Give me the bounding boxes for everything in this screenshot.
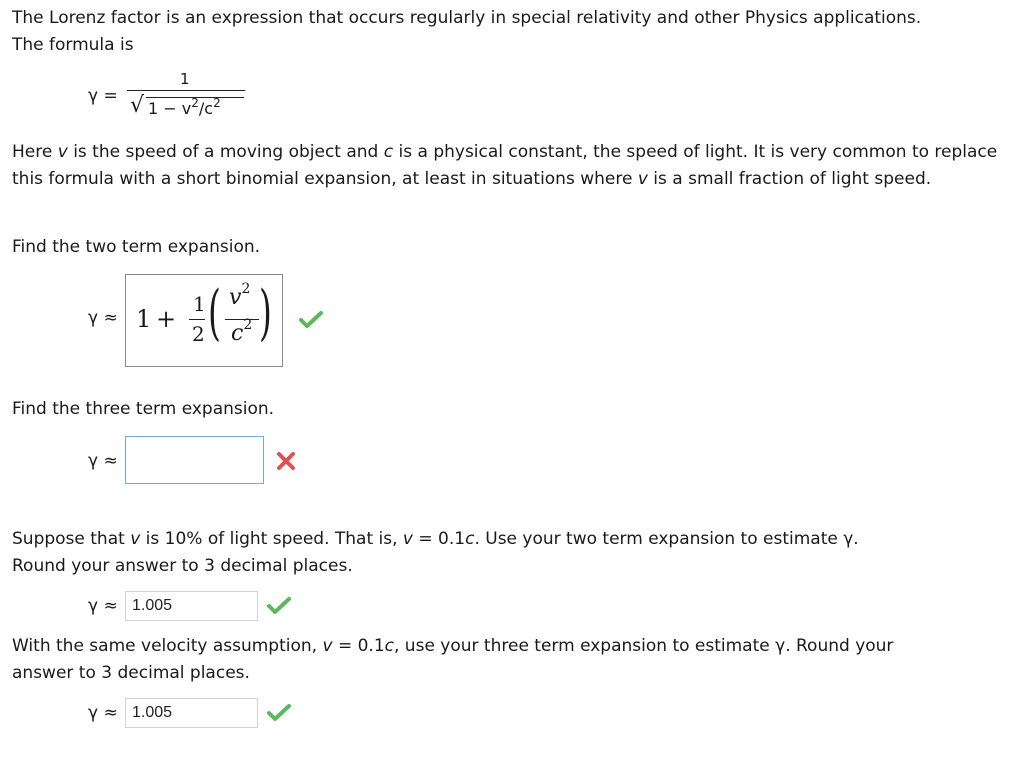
formula-lhs: γ = (88, 86, 118, 106)
q2-lhs: γ ≈ (88, 451, 118, 471)
q4-lhs: γ ≈ (88, 703, 118, 723)
open-paren: ( (208, 278, 221, 348)
close-paren: ) (259, 278, 272, 348)
cross-icon (276, 451, 296, 471)
formula-numerator: 1 (180, 70, 190, 88)
q4-answer-input[interactable]: 1.005 (125, 698, 258, 728)
formula-fraction-bar (127, 90, 245, 91)
q2-answer-input[interactable] (125, 436, 264, 484)
sqrt-icon: √ (130, 93, 145, 118)
q3-answer-input[interactable]: 1.005 (125, 591, 258, 621)
check-icon (267, 597, 291, 615)
q3-lhs: γ ≈ (88, 596, 118, 616)
check-icon (267, 704, 291, 722)
q1-lhs: γ ≈ (88, 308, 118, 328)
intro-line-1: The Lorenz factor is an expression that occurs regularly in special relativity and other Physics applications. (12, 8, 922, 28)
check-icon (299, 311, 323, 329)
q3-prompt: Suppose that v is 10% of light speed. That is, v = 0.1c. Use your two term expansion to estimate γ. Round your answer to 3 decimal places. (12, 529, 859, 576)
q1-prompt: Find the two term expansion. (12, 237, 261, 257)
formula-root-content: $1 - v^2/c^2$ (148, 96, 221, 118)
q2-prompt: Find the three term expansion. (12, 399, 275, 419)
q4-prompt: With the same velocity assumption, v = 0.1c, use your three term expansion to estimate γ. Round your answer to 3 decimal places. (12, 636, 894, 683)
intro-text (12, 5, 1002, 59)
explanation-text: Here v is the speed of a moving object and c is a physical constant, the speed of light. It is very common to replace this formula with a short binomial expansion, at least in situations where v is a small fraction of light speed. (12, 142, 998, 189)
intro-line-2: The formula is (12, 35, 134, 55)
q1-answer-box[interactable]: 1 + 1 2 ( $v^2$ $c^2$ ) (125, 274, 283, 367)
